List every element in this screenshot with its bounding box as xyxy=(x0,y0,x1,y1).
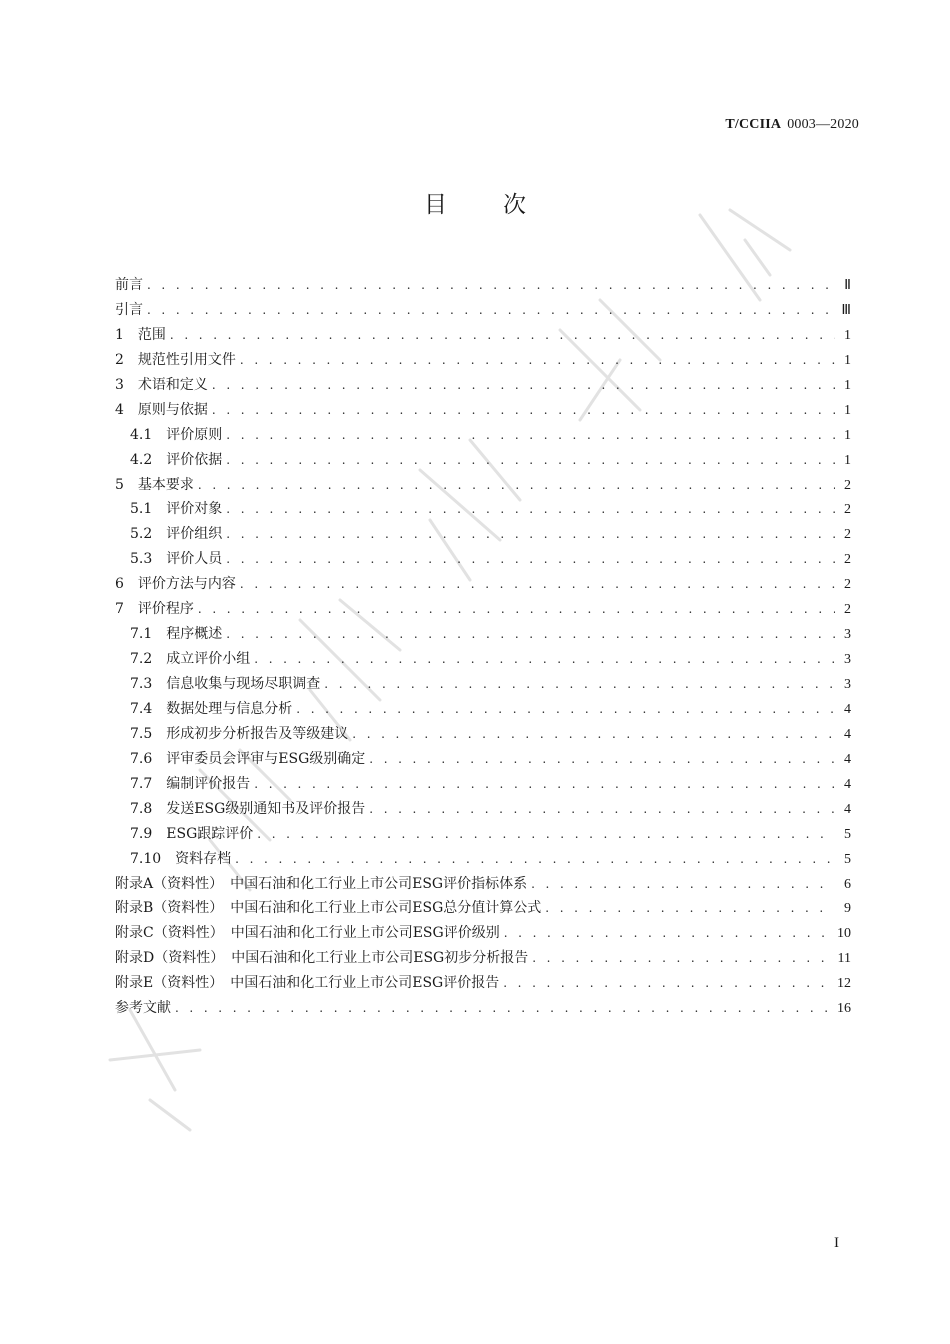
toc-entry-label: 3 术语和定义 xyxy=(115,376,208,393)
toc-entry-page: 16 xyxy=(837,1001,851,1017)
toc-entry-page: 1 xyxy=(844,327,851,343)
toc-entry-page: 3 xyxy=(844,652,851,668)
toc-entry-page: 4 xyxy=(844,776,851,792)
toc-leader-dots xyxy=(198,473,835,498)
toc-leader-dots xyxy=(226,497,835,522)
toc-entry-label: 前言 xyxy=(115,277,143,293)
toc-leader-dots xyxy=(147,273,835,298)
toc-entry-page: 2 xyxy=(844,602,851,618)
toc-entry[interactable] xyxy=(115,872,851,897)
toc-entry[interactable] xyxy=(115,273,851,298)
toc-entry[interactable] xyxy=(115,423,851,448)
toc-entry[interactable] xyxy=(115,946,851,971)
toc-entry[interactable] xyxy=(115,323,851,348)
toc-entry-page: 6 xyxy=(844,876,851,892)
toc-entry-label: 4.1 评价原则 xyxy=(130,426,223,443)
toc-entry[interactable] xyxy=(115,597,851,622)
toc-entry-label: 5.2 评价组织 xyxy=(130,526,223,543)
toc-entry[interactable] xyxy=(115,497,851,522)
toc-leader-dots xyxy=(226,622,835,647)
toc-entry[interactable] xyxy=(115,547,851,572)
toc-entry-label: 4.2 评价依据 xyxy=(130,451,223,468)
toc-entry-label: 4 原则与依据 xyxy=(115,401,208,418)
toc-entry[interactable] xyxy=(115,847,851,872)
toc-leader-dots xyxy=(324,672,835,697)
toc-leader-dots xyxy=(226,522,835,547)
toc-entry-page: 1 xyxy=(844,352,851,368)
toc-entry[interactable] xyxy=(115,298,851,323)
toc-entry-label: 2 规范性引用文件 xyxy=(115,351,236,368)
toc-entry-page: 1 xyxy=(844,427,851,443)
table-of-contents xyxy=(115,273,851,1021)
toc-entry-page: 3 xyxy=(844,677,851,692)
toc-entry[interactable] xyxy=(115,622,851,647)
toc-leader-dots xyxy=(226,448,835,473)
toc-entry[interactable] xyxy=(115,647,851,672)
toc-entry-page: Ⅲ xyxy=(841,302,851,318)
document-code-number: 0003—2020 xyxy=(787,117,859,132)
toc-entry-page: Ⅱ xyxy=(844,278,851,293)
toc-entry-label: 7.7 编制评价报告 xyxy=(130,775,251,792)
toc-entry-label: 7.2 成立评价小组 xyxy=(130,651,251,668)
toc-entry-label: 附录B（资料性） 中国石油和化工行业上市公司ESG总分值计算公式 xyxy=(115,900,542,917)
toc-leader-dots xyxy=(257,822,835,847)
toc-entry-page: 1 xyxy=(844,402,851,418)
toc-entry-label: 7.10 资料存档 xyxy=(130,850,232,867)
toc-entry-page: 10 xyxy=(837,926,851,942)
toc-entry-page: 2 xyxy=(844,477,851,493)
toc-entry-page: 5 xyxy=(844,851,851,867)
toc-entry-label: 7.3 信息收集与现场尽职调查 xyxy=(130,676,321,692)
toc-leader-dots xyxy=(296,697,835,722)
toc-entry[interactable] xyxy=(115,896,851,921)
toc-leader-dots xyxy=(531,872,835,897)
toc-leader-dots xyxy=(212,398,835,423)
toc-leader-dots xyxy=(198,597,835,622)
toc-leader-dots xyxy=(352,722,835,747)
toc-entry-label: 5.3 评价人员 xyxy=(130,551,223,568)
toc-entry[interactable] xyxy=(115,522,851,547)
toc-entry[interactable] xyxy=(115,747,851,772)
toc-entry-page: 5 xyxy=(844,826,851,842)
toc-leader-dots xyxy=(170,323,835,348)
toc-entry[interactable] xyxy=(115,672,851,697)
toc-entry[interactable] xyxy=(115,697,851,722)
toc-entry-label: 附录C（资料性） 中国石油和化工行业上市公司ESG评价级别 xyxy=(115,925,500,942)
page-title: 目次 xyxy=(424,192,582,218)
toc-leader-dots xyxy=(504,921,831,946)
toc-leader-dots xyxy=(235,847,835,872)
toc-entry-label: 引言 xyxy=(115,301,143,318)
toc-entry-label: 7.9 ESG跟踪评价 xyxy=(130,825,254,842)
toc-entry[interactable] xyxy=(115,373,851,398)
toc-entry-page: 4 xyxy=(844,751,851,767)
toc-entry-page: 4 xyxy=(844,701,851,717)
toc-leader-dots xyxy=(226,423,835,448)
toc-leader-dots xyxy=(254,647,835,672)
toc-entry[interactable] xyxy=(115,473,851,498)
toc-leader-dots xyxy=(532,946,831,971)
toc-leader-dots xyxy=(369,797,835,822)
document-code xyxy=(725,116,859,133)
toc-entry-page: 4 xyxy=(844,726,851,742)
toc-leader-dots xyxy=(369,747,835,772)
toc-entry-label: 7 评价程序 xyxy=(115,601,194,618)
document-code-prefix: T/CCIIA xyxy=(725,117,782,132)
toc-entry[interactable] xyxy=(115,772,851,797)
toc-entry-page: 2 xyxy=(844,502,851,518)
toc-leader-dots xyxy=(240,348,835,373)
toc-entry-label: 6 评价方法与内容 xyxy=(115,576,236,593)
toc-entry[interactable] xyxy=(115,398,851,423)
toc-entry-label: 附录E（资料性） 中国石油和化工行业上市公司ESG评价报告 xyxy=(115,975,500,992)
toc-leader-dots xyxy=(212,373,835,398)
toc-entry-page: 9 xyxy=(844,901,851,917)
toc-entry-label: 1 范围 xyxy=(115,326,166,343)
toc-entry[interactable] xyxy=(115,448,851,473)
toc-entry-label: 7.1 程序概述 xyxy=(130,626,223,643)
toc-entry-label: 5.1 评价对象 xyxy=(130,501,223,518)
toc-leader-dots xyxy=(226,547,835,572)
toc-entry-page: 2 xyxy=(844,527,851,543)
toc-entry[interactable] xyxy=(115,921,851,946)
toc-entry[interactable] xyxy=(115,971,851,996)
toc-entry-label: 附录D（资料性） 中国石油和化工行业上市公司ESG初步分析报告 xyxy=(115,950,529,967)
toc-entry[interactable] xyxy=(115,722,851,747)
toc-leader-dots xyxy=(545,896,835,921)
toc-leader-dots xyxy=(147,298,835,323)
toc-entry-label: 7.5 形成初步分析报告及等级建议 xyxy=(130,725,349,742)
toc-entry-label: 附录A（资料性） 中国石油和化工行业上市公司ESG评价指标体系 xyxy=(115,875,528,892)
toc-entry-label: 5 基本要求 xyxy=(115,476,194,493)
toc-entry-page: 11 xyxy=(837,951,851,967)
toc-entry-page: 2 xyxy=(844,577,851,593)
toc-leader-dots xyxy=(503,971,831,996)
toc-entry-page: 1 xyxy=(844,377,851,393)
toc-leader-dots xyxy=(240,572,835,597)
page-number: I xyxy=(834,1235,839,1251)
toc-entry-label: 7.6 评审委员会评审与ESG级别确定 xyxy=(130,750,366,767)
toc-entry[interactable] xyxy=(115,822,851,847)
toc-entry-label: 7.8 发送ESG级别通知书及评价报告 xyxy=(130,800,366,817)
toc-entry[interactable] xyxy=(115,797,851,822)
toc-entry-page: 2 xyxy=(844,552,851,568)
toc-entry-page: 1 xyxy=(844,452,851,468)
toc-entry[interactable] xyxy=(115,996,851,1021)
toc-leader-dots xyxy=(254,772,835,797)
toc-entry-page: 4 xyxy=(844,801,851,817)
toc-entry[interactable] xyxy=(115,348,851,373)
toc-entry-page: 12 xyxy=(837,976,851,992)
toc-entry-label: 7.4 数据处理与信息分析 xyxy=(130,700,293,717)
toc-entry[interactable] xyxy=(115,572,851,597)
toc-entry-label: 参考文献 xyxy=(115,1000,171,1017)
toc-entry-page: 3 xyxy=(844,627,851,643)
toc-leader-dots xyxy=(175,996,831,1021)
